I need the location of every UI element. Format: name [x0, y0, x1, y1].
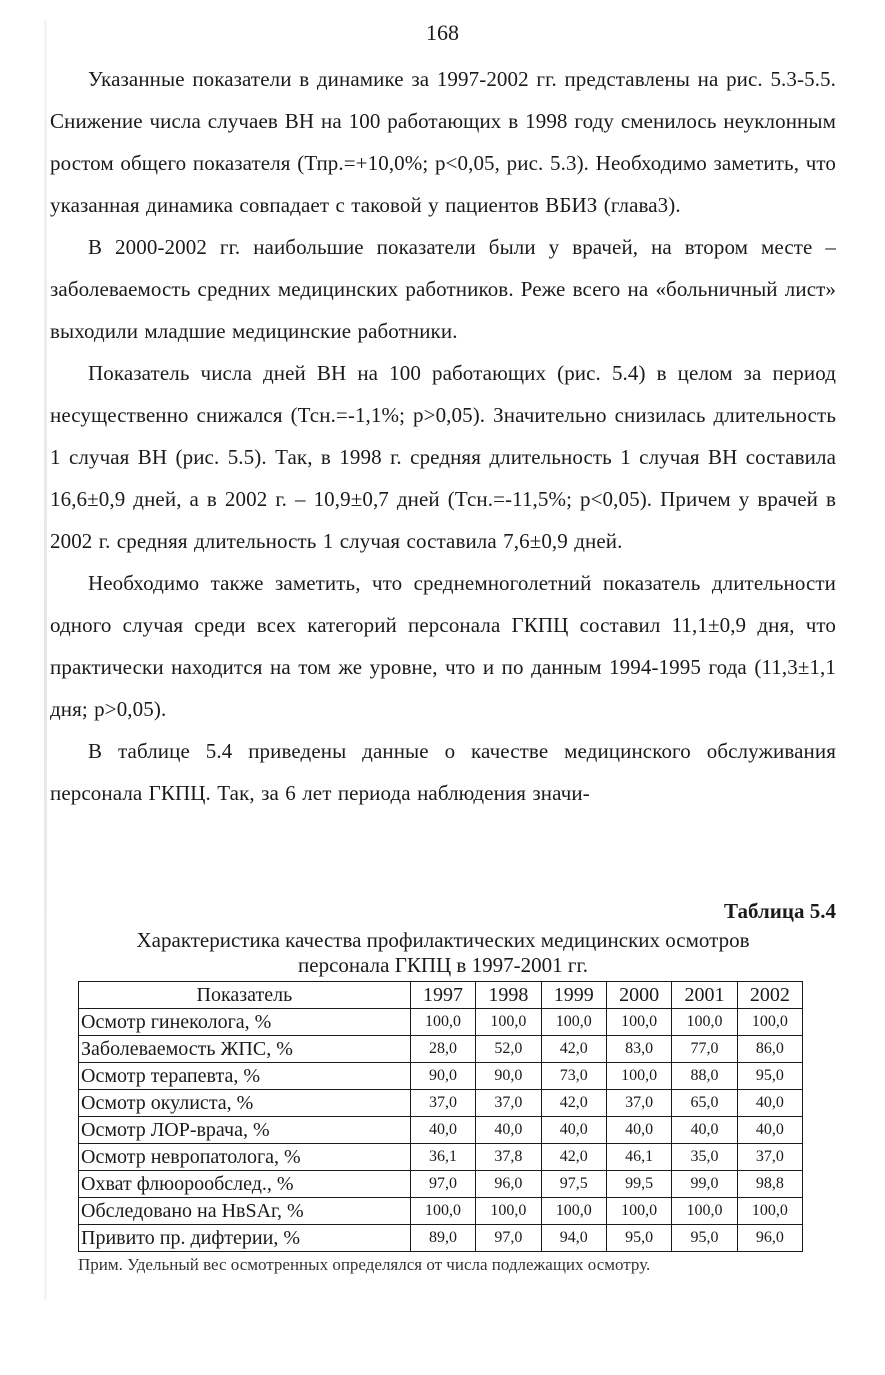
row-label: Осмотр окулиста, %	[79, 1090, 411, 1117]
header-year: 1998	[476, 982, 541, 1009]
cell-value: 42,0	[541, 1144, 606, 1171]
cell-value: 99,5	[606, 1171, 671, 1198]
cell-value: 95,0	[672, 1225, 737, 1252]
cell-value: 100,0	[672, 1198, 737, 1225]
paragraph-1: Указанные показатели в динамике за 1997-2002 гг. представлены на рис. 5.3-5.5. Снижение числа случаев ВН на 100 работающих в 1998 году сменилось неуклонным ростом общего показателя (Тпр.=+10,0%; p<0,05, рис. 5.3). Необходимо заметить, что указанная динамика совпадает с таковой у пациентов ВБИЗ (глава3).	[50, 67, 836, 217]
paragraph-5: В таблице 5.4 приведены данные о качестве медицинского обслуживания персонала ГКПЦ. Так, за 6 лет периода наблюдения значи-	[50, 739, 836, 805]
cell-value: 37,0	[410, 1090, 475, 1117]
cell-value: 94,0	[541, 1225, 606, 1252]
table-row	[79, 1009, 803, 1036]
cell-value: 100,0	[606, 1198, 671, 1225]
paragraph-2: В 2000-2002 гг. наибольшие показатели были у врачей, на втором месте – заболеваемость средних медицинских работников. Реже всего на «больничный лист» выходили младшие медицинские работники.	[50, 235, 836, 343]
cell-value: 100,0	[541, 1009, 606, 1036]
cell-value: 90,0	[476, 1063, 541, 1090]
cell-value: 40,0	[737, 1117, 802, 1144]
row-label: Осмотр невропатолога, %	[79, 1144, 411, 1171]
row-label: Заболеваемость ЖПС, %	[79, 1036, 411, 1063]
cell-value: 40,0	[541, 1117, 606, 1144]
scan-shadow-edge	[44, 20, 47, 1300]
table-caption	[50, 928, 836, 978]
row-label: Обследовано на НвSАг, %	[79, 1198, 411, 1225]
cell-value: 88,0	[672, 1063, 737, 1090]
cell-value: 37,8	[476, 1144, 541, 1171]
cell-value: 100,0	[737, 1009, 802, 1036]
row-label: Привито пр. дифтерии, %	[79, 1225, 411, 1252]
table-row	[79, 1171, 803, 1198]
header-year: 2002	[737, 982, 802, 1009]
header-indicator: Показатель	[79, 982, 411, 1009]
cell-value: 100,0	[476, 1009, 541, 1036]
cell-value: 37,0	[606, 1090, 671, 1117]
row-label: Осмотр гинеколога, %	[79, 1009, 411, 1036]
cell-value: 95,0	[737, 1063, 802, 1090]
table-caption-line-1: Характеристика качества профилактических медицинских осмотров	[136, 928, 750, 952]
cell-value: 100,0	[410, 1198, 475, 1225]
table-row	[79, 1117, 803, 1144]
header-year: 2001	[672, 982, 737, 1009]
body-text	[50, 58, 836, 814]
table-row	[79, 1036, 803, 1063]
cell-value: 100,0	[476, 1198, 541, 1225]
cell-value: 37,0	[476, 1090, 541, 1117]
cell-value: 28,0	[410, 1036, 475, 1063]
paragraph-4: Необходимо также заметить, что среднемноголетний показатель длительности одного случая среди всех категорий персонала ГКПЦ составил 11,1±0,9 дня, что практически находится на том же уровне, что и по данным 1994-1995 года (11,3±1,1 дня; p>0,05).	[50, 571, 836, 721]
cell-value: 98,8	[737, 1171, 802, 1198]
cell-value: 77,0	[672, 1036, 737, 1063]
cell-value: 99,0	[672, 1171, 737, 1198]
cell-value: 40,0	[606, 1117, 671, 1144]
table-row	[79, 1090, 803, 1117]
cell-value: 35,0	[672, 1144, 737, 1171]
table-number: Таблица 5.4	[724, 899, 836, 923]
table-row	[79, 1063, 803, 1090]
cell-value: 40,0	[672, 1117, 737, 1144]
data-table	[78, 981, 803, 1252]
cell-value: 90,0	[410, 1063, 475, 1090]
cell-value: 100,0	[672, 1009, 737, 1036]
cell-value: 100,0	[606, 1063, 671, 1090]
cell-value: 40,0	[410, 1117, 475, 1144]
table-section	[50, 896, 836, 1278]
cell-value: 36,1	[410, 1144, 475, 1171]
cell-value: 83,0	[606, 1036, 671, 1063]
cell-value: 97,0	[476, 1225, 541, 1252]
header-year: 1997	[410, 982, 475, 1009]
row-label: Охват флюорообслед., %	[79, 1171, 411, 1198]
cell-value: 40,0	[737, 1090, 802, 1117]
row-label: Осмотр ЛОР-врача, %	[79, 1117, 411, 1144]
cell-value: 96,0	[737, 1225, 802, 1252]
table-note: Прим. Удельный вес осмотренных определялся от числа подлежащих осмотру.	[78, 1255, 651, 1274]
cell-value: 100,0	[410, 1009, 475, 1036]
table-row	[79, 1225, 803, 1252]
cell-value: 86,0	[737, 1036, 802, 1063]
table-caption-line-2: персонала ГКПЦ в 1997-2001 гг.	[298, 953, 588, 977]
cell-value: 40,0	[476, 1117, 541, 1144]
cell-value: 96,0	[476, 1171, 541, 1198]
header-year: 2000	[606, 982, 671, 1009]
paragraph-3: Показатель числа дней ВН на 100 работающих (рис. 5.4) в целом за период несущественно снижался (Тсн.=-1,1%; p>0,05). Значительно снизилась длительность 1 случая ВН (рис. 5.5). Так, в 1998 г. средняя длительность 1 случая ВН составила 16,6±0,9 дней, а в 2002 г. – 10,9±0,7 дней (Тсн.=-11,5%; p<0,05). Причем у врачей в 2002 г. средняя длительность 1 случая составила 7,6±0,9 дней.	[50, 361, 836, 553]
cell-value: 95,0	[606, 1225, 671, 1252]
cell-value: 42,0	[541, 1090, 606, 1117]
cell-value: 46,1	[606, 1144, 671, 1171]
page-number: 168	[426, 20, 459, 45]
cell-value: 97,5	[541, 1171, 606, 1198]
cell-value: 97,0	[410, 1171, 475, 1198]
cell-value: 52,0	[476, 1036, 541, 1063]
cell-value: 100,0	[541, 1198, 606, 1225]
cell-value: 89,0	[410, 1225, 475, 1252]
row-label: Осмотр терапевта, %	[79, 1063, 411, 1090]
cell-value: 100,0	[606, 1009, 671, 1036]
cell-value: 73,0	[541, 1063, 606, 1090]
header-year: 1999	[541, 982, 606, 1009]
cell-value: 100,0	[737, 1198, 802, 1225]
table-row	[79, 1198, 803, 1225]
table-row	[79, 1144, 803, 1171]
cell-value: 37,0	[737, 1144, 802, 1171]
table-header-row	[79, 982, 803, 1009]
cell-value: 42,0	[541, 1036, 606, 1063]
cell-value: 65,0	[672, 1090, 737, 1117]
